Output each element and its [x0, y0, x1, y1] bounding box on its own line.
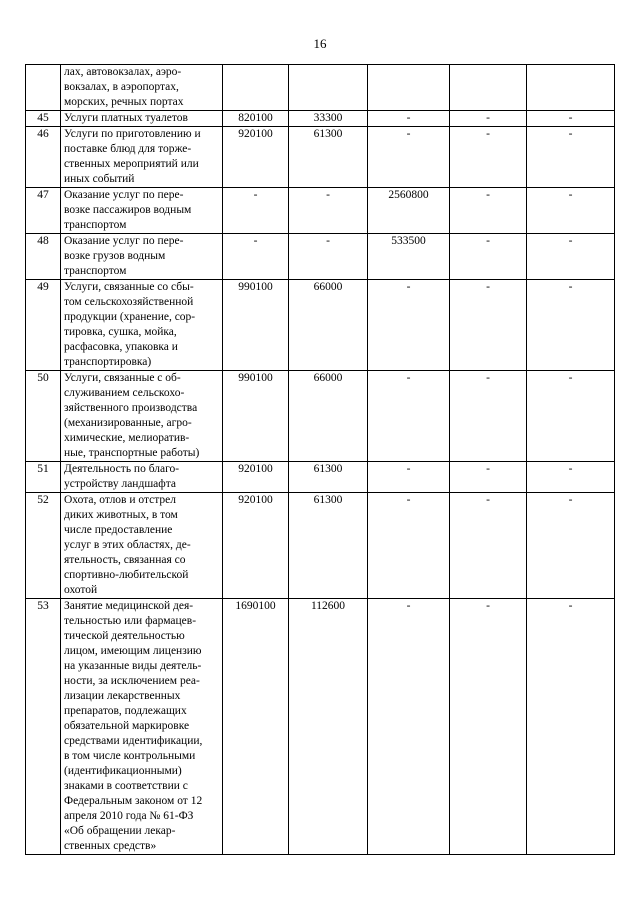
row-number: 52	[26, 493, 61, 599]
value-col-1: 920100	[223, 493, 289, 599]
activity-description: Охота, отлов и отстрел диких животных, в том числе предоставление услуг в этих областях, де- ятельность, связанная со спортивно-любительской охотой	[61, 493, 223, 599]
activity-description: Услуги платных туалетов	[61, 111, 223, 127]
tariff-table	[25, 64, 615, 855]
value-col-5: -	[527, 127, 615, 188]
value-col-4: -	[450, 462, 527, 493]
value-col-2: 61300	[289, 493, 368, 599]
value-col-3: 533500	[368, 234, 450, 280]
value-col-3: -	[368, 111, 450, 127]
value-col-1: 920100	[223, 462, 289, 493]
value-col-4: -	[450, 188, 527, 234]
activity-description: Занятие медицинской дея- тельностью или фармацев- тической деятельностью лицом, имеющим лицензию на указанные виды деятель- ности, за исключением реа- лизации лекарственных препаратов, подлежащих обязательной маркировке средствами идентификации, в том числе контрольными (идентификационными) знаками в соответствии с Федеральным законом от 12 апреля 2010 года № 61-ФЗ «Об обращении лекар- ственных средств»	[61, 599, 223, 855]
value-col-5: -	[527, 111, 615, 127]
value-col-4: -	[450, 280, 527, 371]
activity-description: Оказание услуг по пере- возке пассажиров водным транспортом	[61, 188, 223, 234]
value-col-3: 2560800	[368, 188, 450, 234]
row-number: 51	[26, 462, 61, 493]
value-col-3: -	[368, 599, 450, 855]
value-col-1	[223, 65, 289, 111]
row-number: 49	[26, 280, 61, 371]
value-col-3: -	[368, 371, 450, 462]
value-col-4: -	[450, 599, 527, 855]
row-number: 46	[26, 127, 61, 188]
value-col-5: -	[527, 188, 615, 234]
value-col-3	[368, 65, 450, 111]
value-col-1: -	[223, 234, 289, 280]
table-row	[26, 599, 615, 855]
value-col-1: 990100	[223, 371, 289, 462]
table-row	[26, 280, 615, 371]
value-col-3: -	[368, 462, 450, 493]
activity-description: Услуги по приготовлению и поставке блюд для торже- ственных мероприятий или иных событий	[61, 127, 223, 188]
value-col-2: 66000	[289, 280, 368, 371]
activity-description: Деятельность по благо- устройству ландшафта	[61, 462, 223, 493]
activity-description: Оказание услуг по пере- возке грузов водным транспортом	[61, 234, 223, 280]
table-row	[26, 65, 615, 111]
table-body	[26, 65, 615, 855]
value-col-3: -	[368, 280, 450, 371]
value-col-5: -	[527, 234, 615, 280]
page-number: 16	[313, 36, 327, 51]
value-col-2: 61300	[289, 462, 368, 493]
value-col-2: 61300	[289, 127, 368, 188]
value-col-2	[289, 65, 368, 111]
value-col-1: 820100	[223, 111, 289, 127]
table-row	[26, 127, 615, 188]
table-row	[26, 188, 615, 234]
value-col-2: -	[289, 188, 368, 234]
value-col-5	[527, 65, 615, 111]
value-col-5: -	[527, 371, 615, 462]
activity-description: Услуги, связанные с об- служиванием сельскохо- зяйственного производства (механизированные, агро- химические, мелиоратив- ные, транспортные работы)	[61, 371, 223, 462]
value-col-1: -	[223, 188, 289, 234]
value-col-4	[450, 65, 527, 111]
activity-description: Услуги, связанные со сбы- том сельскохозяйственной продукции (хранение, сор- тировка, сушка, мойка, расфасовка, упаковка и транспортировка)	[61, 280, 223, 371]
value-col-5: -	[527, 280, 615, 371]
value-col-2: -	[289, 234, 368, 280]
row-number: 48	[26, 234, 61, 280]
value-col-2: 66000	[289, 371, 368, 462]
activity-description: лах, автовокзалах, аэро- вокзалах, в аэропортах, морских, речных портах	[61, 65, 223, 111]
value-col-2: 33300	[289, 111, 368, 127]
value-col-4: -	[450, 234, 527, 280]
table-row	[26, 234, 615, 280]
value-col-5: -	[527, 493, 615, 599]
value-col-4: -	[450, 127, 527, 188]
value-col-3: -	[368, 127, 450, 188]
value-col-1: 920100	[223, 127, 289, 188]
value-col-1: 1690100	[223, 599, 289, 855]
value-col-5: -	[527, 599, 615, 855]
value-col-3: -	[368, 493, 450, 599]
value-col-1: 990100	[223, 280, 289, 371]
table-row	[26, 493, 615, 599]
row-number: 50	[26, 371, 61, 462]
value-col-5: -	[527, 462, 615, 493]
row-number: 47	[26, 188, 61, 234]
value-col-4: -	[450, 111, 527, 127]
row-number: 45	[26, 111, 61, 127]
row-number: 53	[26, 599, 61, 855]
table-row	[26, 462, 615, 493]
table-row	[26, 371, 615, 462]
value-col-4: -	[450, 371, 527, 462]
value-col-2: 112600	[289, 599, 368, 855]
table-row	[26, 111, 615, 127]
value-col-4: -	[450, 493, 527, 599]
row-number	[26, 65, 61, 111]
